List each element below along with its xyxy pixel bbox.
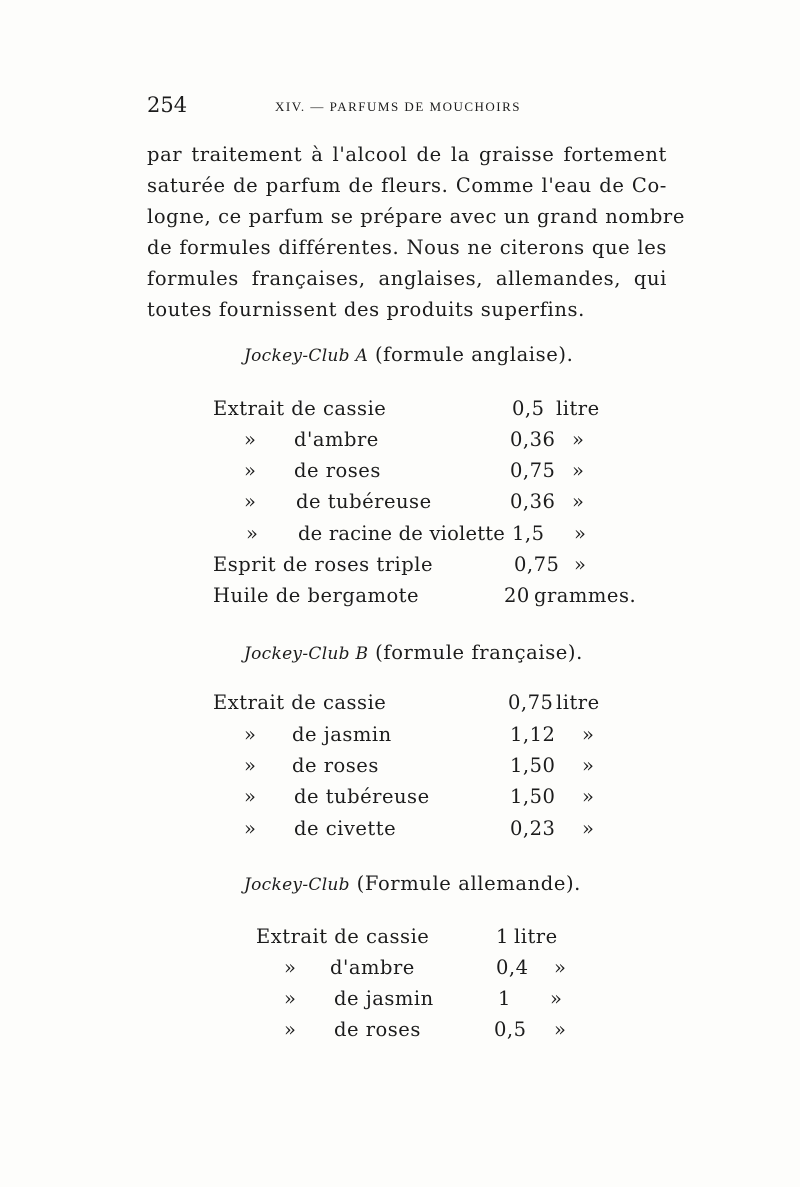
paragraph-line: par traitement à l'alcool de la graisse fortement — [147, 143, 667, 166]
recipe-title-italic: Jockey-Club B — [244, 644, 369, 664]
ingredient-row — [0, 397, 800, 428]
ingredient-name: Esprit de roses triple — [213, 553, 434, 576]
ingredient-name: d'ambre — [294, 428, 379, 451]
ingredient-row — [0, 987, 800, 1018]
ingredient-unit: » — [554, 956, 567, 979]
ingredient-unit: litre — [556, 691, 600, 714]
ingredient-name: Extrait de cassie — [213, 691, 387, 714]
ditto-mark: » — [284, 956, 297, 979]
ingredient-name: de racine de violette — [298, 522, 506, 545]
ingredient-name: de jasmin — [334, 987, 434, 1010]
ingredient-qty: 0,36 — [510, 428, 556, 451]
ingredient-row — [0, 925, 800, 956]
ingredient-unit: » — [572, 490, 585, 513]
ditto-mark: » — [244, 785, 257, 808]
ingredient-qty: 1,12 — [510, 723, 556, 746]
ingredient-unit: » — [582, 817, 595, 840]
ingredient-unit: grammes. — [534, 584, 637, 607]
ingredient-name: de roses — [294, 459, 381, 482]
recipe-title-italic: Jockey-Club A — [244, 346, 369, 366]
ingredient-name: de roses — [292, 754, 379, 777]
ingredient-row — [0, 956, 800, 987]
recipe-title-italic: Jockey-Club — [244, 875, 350, 895]
ditto-mark: » — [246, 522, 259, 545]
ingredient-row — [0, 428, 800, 459]
ingredient-qty: 1 — [498, 987, 511, 1010]
recipe-title — [244, 641, 583, 664]
ingredient-unit: » — [582, 754, 595, 777]
ditto-mark: » — [244, 490, 257, 513]
ingredient-unit: » — [582, 785, 595, 808]
ingredient-row — [0, 522, 800, 553]
intro-paragraph — [147, 139, 685, 325]
ingredient-qty: 0,5 — [494, 1018, 527, 1041]
ingredient-unit: » — [572, 459, 585, 482]
ditto-mark: » — [284, 1018, 297, 1041]
ingredient-unit: litre — [556, 397, 600, 420]
page-number: 254 — [147, 93, 188, 117]
ingredient-qty: 0,23 — [510, 817, 556, 840]
ingredient-unit: » — [550, 987, 563, 1010]
ingredient-unit: litre — [514, 925, 558, 948]
ingredient-qty: 0,75 — [514, 553, 560, 576]
running-head: XIV. — PARFUMS DE MOUCHOIRS — [275, 99, 522, 114]
ditto-mark: » — [244, 428, 257, 451]
ingredient-row — [0, 817, 800, 848]
ingredient-name: Extrait de cassie — [213, 397, 387, 420]
ingredient-name: Extrait de cassie — [256, 925, 430, 948]
ingredient-row — [0, 723, 800, 754]
recipe-title — [244, 872, 581, 895]
ingredient-unit: » — [582, 723, 595, 746]
ingredient-row — [0, 1018, 800, 1049]
ingredient-qty: 0,4 — [496, 956, 529, 979]
page-header — [147, 93, 667, 123]
ingredient-qty: 0,75 — [508, 691, 554, 714]
ingredient-name: de roses — [334, 1018, 421, 1041]
ingredient-qty: 1,50 — [510, 754, 556, 777]
ingredient-row — [0, 553, 800, 584]
ingredient-qty: 0,36 — [510, 490, 556, 513]
ingredient-row — [0, 785, 800, 816]
recipe-title-rest: (formule française). — [375, 641, 583, 664]
recipe-title — [244, 343, 573, 366]
ingredient-name: de civette — [294, 817, 397, 840]
paragraph-line: toutes fournissent des produits superfins. — [147, 298, 585, 321]
recipe-title-rest: (Formule allemande). — [356, 872, 581, 895]
ingredient-unit: » — [574, 553, 587, 576]
ingredient-name: de jasmin — [292, 723, 392, 746]
paragraph-line: formules françaises, anglaises, allemandes, qui — [147, 267, 667, 290]
ditto-mark: » — [244, 723, 257, 746]
ingredient-unit: » — [574, 522, 587, 545]
ditto-mark: » — [284, 987, 297, 1010]
paragraph-line: saturée de parfum de fleurs. Comme l'eau de Co- — [147, 174, 667, 197]
ingredient-name: de tubéreuse — [296, 490, 432, 513]
paragraph-line: de formules différentes. Nous ne citerons que les — [147, 236, 667, 259]
ingredient-qty: 0,5 — [512, 397, 545, 420]
ingredient-qty: 1,50 — [510, 785, 556, 808]
ditto-mark: » — [244, 817, 257, 840]
ingredient-qty: 1 — [496, 925, 509, 948]
ditto-mark: » — [244, 754, 257, 777]
ingredient-name: de tubéreuse — [294, 785, 430, 808]
ingredient-qty: 0,75 — [510, 459, 556, 482]
ingredient-row — [0, 691, 800, 722]
ingredient-row — [0, 584, 800, 615]
ingredient-unit: » — [554, 1018, 567, 1041]
paragraph-line: logne, ce parfum se prépare avec un grand nombre — [147, 205, 685, 228]
recipe-title-rest: (formule anglaise). — [374, 343, 574, 366]
ditto-mark: » — [244, 459, 257, 482]
ingredient-qty: 20 — [504, 584, 530, 607]
ingredient-qty: 1,5 — [512, 522, 545, 545]
ingredient-row — [0, 490, 800, 521]
ingredient-row — [0, 754, 800, 785]
ingredient-row — [0, 459, 800, 490]
ingredient-unit: » — [572, 428, 585, 451]
ingredient-name: d'ambre — [330, 956, 415, 979]
ingredient-name: Huile de bergamote — [213, 584, 420, 607]
